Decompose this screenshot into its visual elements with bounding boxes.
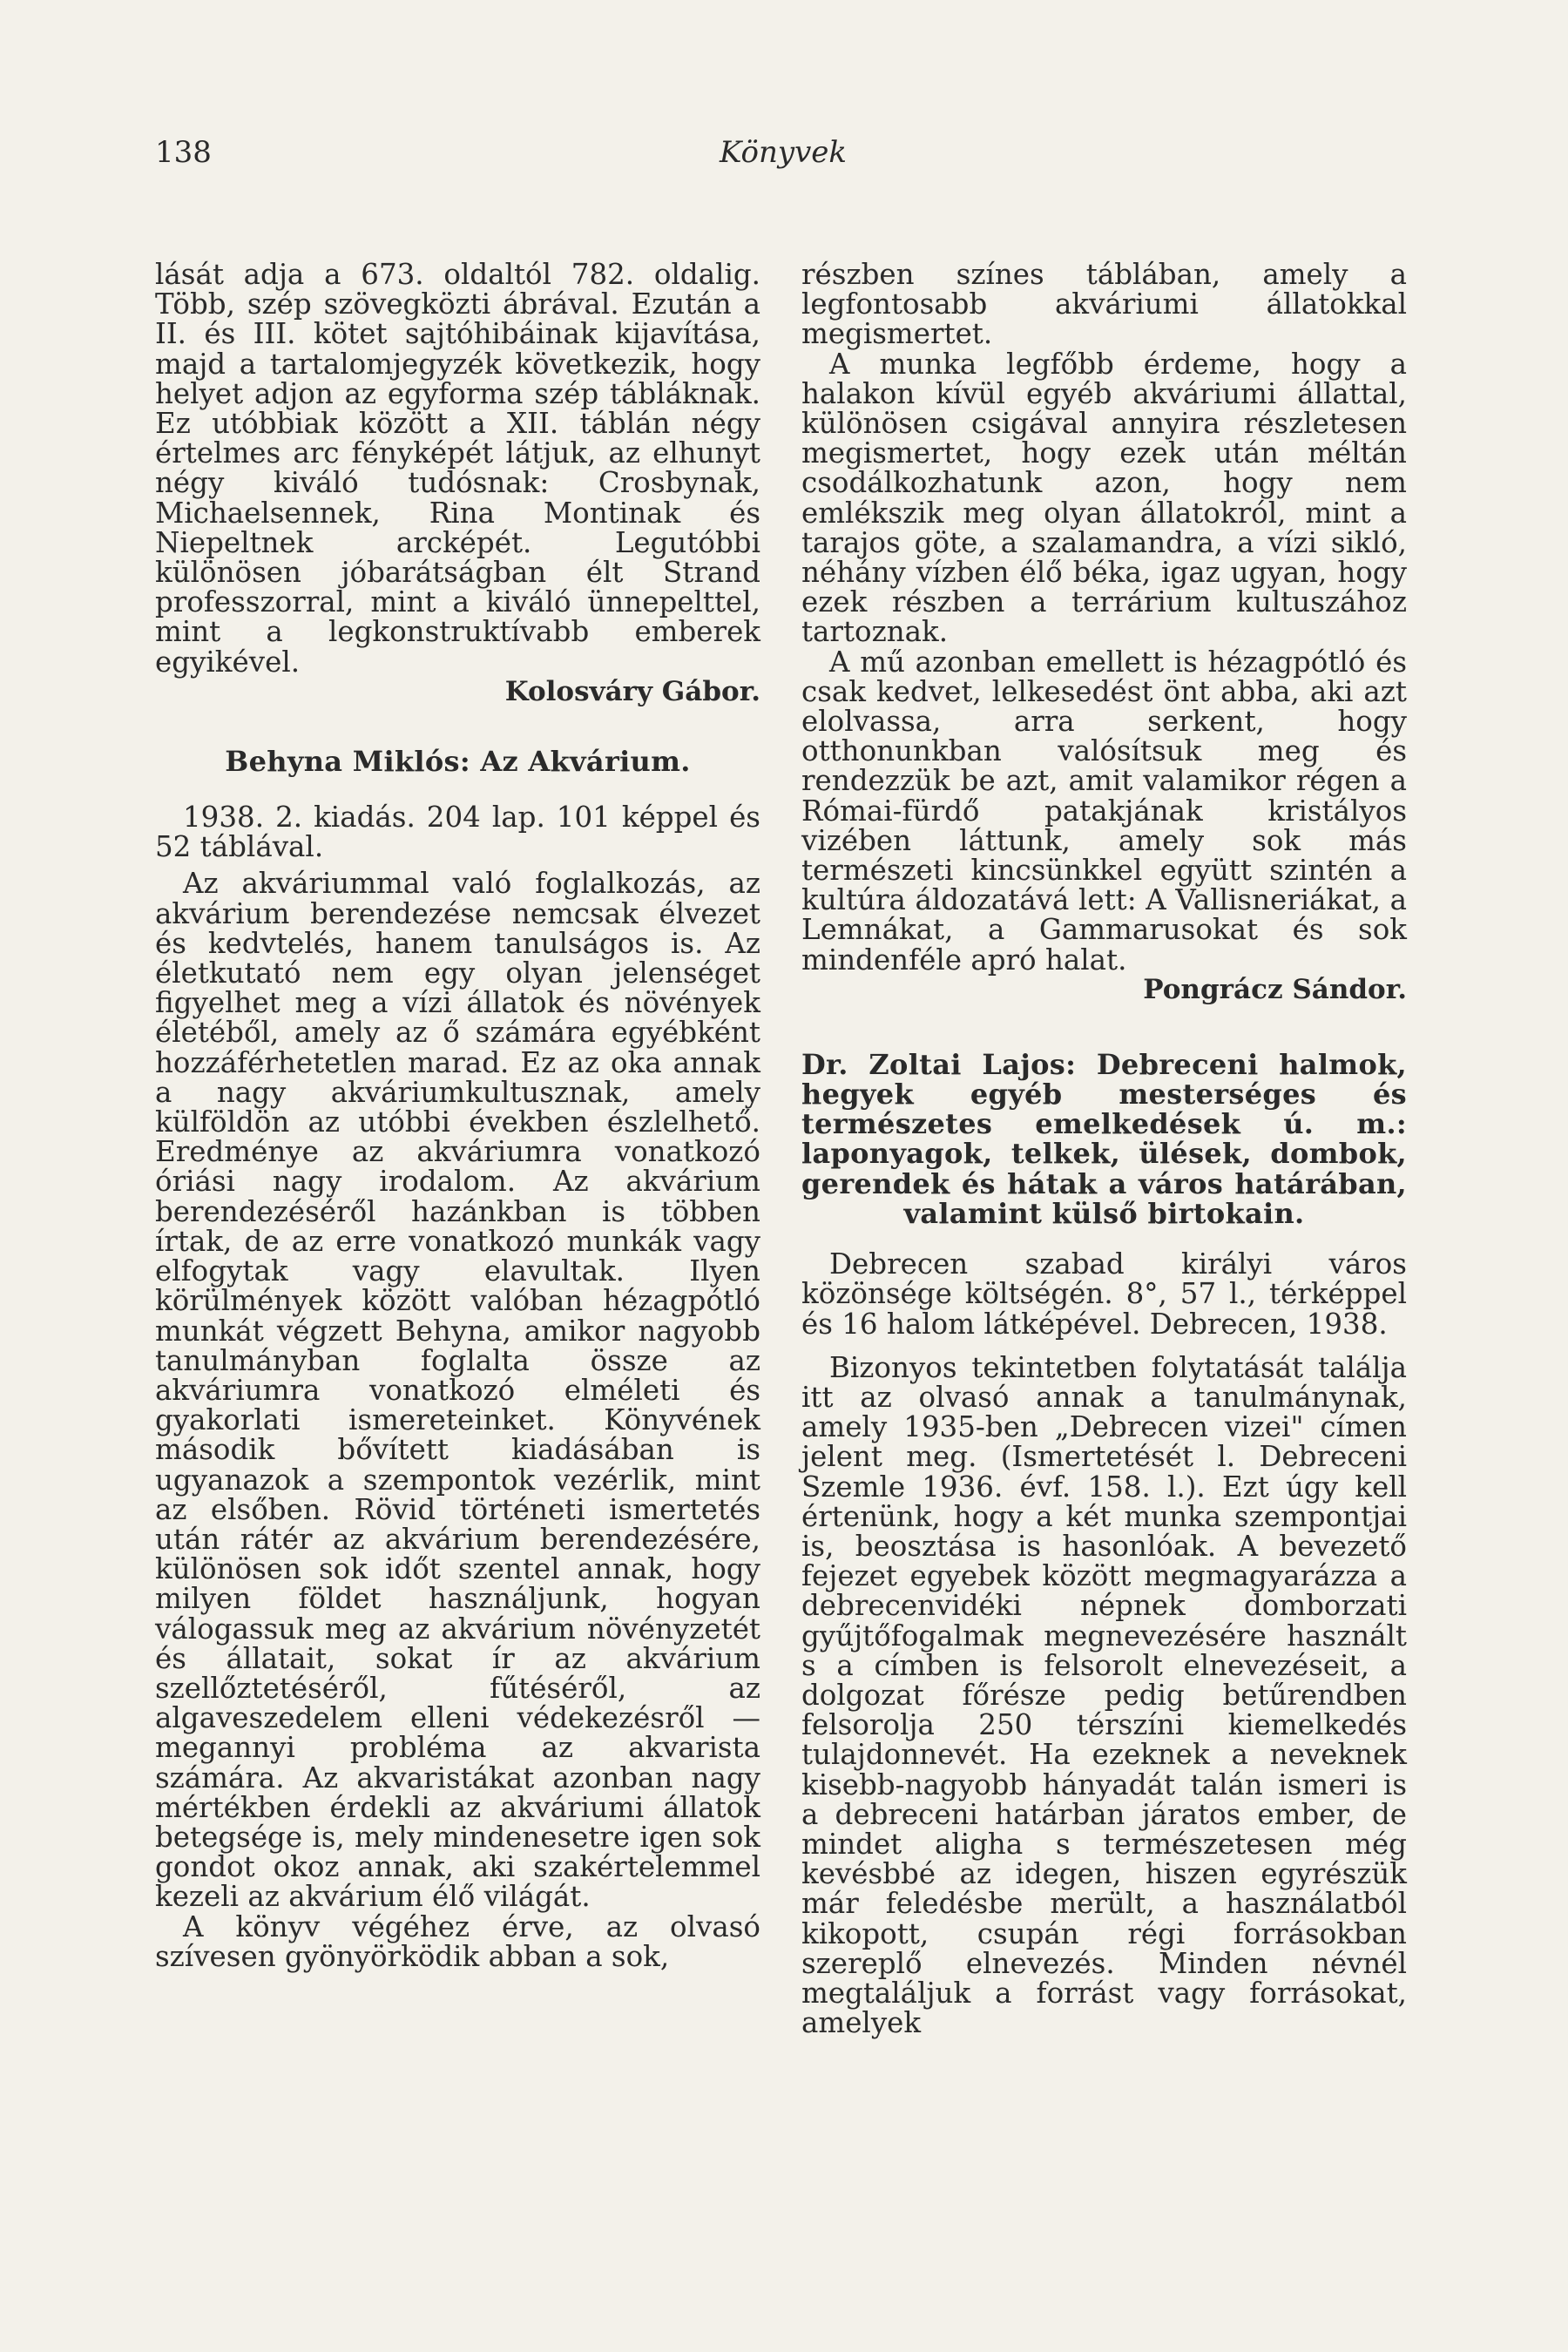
continued-paragraph: részben színes táblában, amely a legfontosabb akváriumi állatokkal megismertet. (801, 258, 1407, 351)
page-header (155, 135, 1411, 179)
reviewer-signature: Pongrácz Sándor. (1143, 973, 1407, 1005)
review-title: Dr. Zoltai Lajos: Debreceni halmok, hegyek egyéb mesterséges és természetes emelkedések ú. m.: laponyagok, telkek, ülések, dombok, gerendek és hátak a város határában, valamint külső birtokain. (801, 1047, 1407, 1230)
review-paragraph: Bizonyos tekintetben folytatását találja itt az olvasó annak a tanulmánynak, amely 1935-ben „Debrecen vizei" címen jelent meg. (Ismertetését l. Debreceni Szemle 1936. évf. 158. l.). Ezt úgy kell értenünk, hogy a két munka szempontjai is, beosztása is hasonlóak. A bevezető fejezet egyebek között megmagyarázza a debrecenvidéki népnek domborzati gyűjtőfogalmak megnevezésére használt s a címben is felsorolt elnevezéseit, a dolgozat főrésze pedig betűrendben felsorolja 250 térszíni kiemelkedés tulajdonnevét. Ha ezeknek a neveknek kisebb-nagyobb hányadát talán ismeri is a debreceni határban járatos ember, de mindet aligha s természetesen még kevésbbé az idegen, hiszen egyrészük már feledésbe merült, a használatból kikopott, csupán régi forrásokban szereplő elnevezés. Minden névnél megtaláljuk a forrást vagy forrásokat, amelyek (801, 1350, 1407, 2040)
review-title: Behyna Miklós: Az Akvárium. (225, 744, 691, 778)
left-column (155, 260, 760, 1971)
continued-paragraph: lását adja a 673. oldaltól 782. oldalig. Több, szép szövegközti ábrával. Ezután a II. és III. kötet sajtóhibáinak kijavítása, majd a tartalomjegyzék következik, hogy helyet adjon az egyforma szép tábláknak. Ez utóbbiak között a XII. táblán négy értelmes arc fényképét látjuk, az elhunyt négy kiváló tudósnak: Crosbynak, Michaelsennek, Rina Montinak és Niepeltnek arcképét. Legutóbbi különösen jóbarátságban élt Strand professzorral, mint a kiváló ünnepelttel, mint a legkonstruktívabb emberek egyikével. (155, 258, 760, 679)
bibliographic-details: Debrecen szabad királyi város közönsége költségén. 8°, 57 l., térképpel és 16 halom látképével. Debrecen, 1938. (801, 1247, 1407, 1341)
review-paragraph: Az akváriummal való foglalkozás, az akvárium berendezése nemcsak élvezet és kedvtelés, hanem tanulságos is. Az életkutató nem egy olyan jelenséget figyelhet meg a vízi állatok és növények életéből, amely az ő számára egyébként hozzáférhetetlen marad. Ez az oka annak a nagy akváriumkultusznak, amely külföldön az utóbbi években észlelhető. Eredménye az akváriumra vonatkozó óriási nagy irodalom. Az akvárium berendezéséről hazánkban is többen írtak, de az erre vonatkozó munkák vagy elfogytak vagy elavultak. Ilyen körülmények között valóban hézagpótló munkát végzett Behyna, amikor nagyobb tanulmányban foglalta össze az akváriumra vonatkozó elméleti és gyakorlati ismereteinket. Könyvének második bővített kiadásában is ugyanazok a szempontok vezérlik, mint az elsőben. Rövid történeti ismertetés után rátér az akvárium berendezésére, különösen sok időt szentel annak, hogy milyen földet használjunk, hogyan válogassuk meg az akvárium növényzetét és állatait, sokat ír az akvárium szellőztetéséről, fűtéséről, az algaveszedelem elleni védekezésről — megannyi probléma az akvarista számára. Az akvaristákat azonban nagy mértékben érdekli az akváriumi állatok betegsége is, mely mindenesetre igen sok gondot okoz annak, aki szakértelemmel kezeli az akvárium élő világát. (155, 867, 760, 1914)
running-head: Könyvek (720, 135, 847, 170)
reviewer-signature: Kolosváry Gábor. (504, 675, 760, 707)
review-paragraph: A könyv végéhez érve, az olvasó szívesen gyönyörködik abban a sok, (155, 1909, 760, 1973)
bibliographic-details: 1938. 2. kiadás. 204 lap. 101 képpel és 52 táblával. (155, 801, 760, 864)
page-number: 138 (155, 135, 212, 170)
review-paragraph: A munka legfőbb érdeme, hogy a halakon kívül egyéb akváriumi állattal, különösen csigával annyira részletesen megismertet, hogy ezek után méltán csodálkozhatunk azon, hogy nem emlékszik meg olyan állatokról, mint a tarajos göte, a szalamandra, a vízi sikló, néhány vízben élő béka, igaz ugyan, hogy ezek részben a terrárium kultuszához tartoznak. (801, 347, 1407, 649)
review-paragraph: A mű azonban emellett is hézagpótló és csak kedvet, lelkesedést önt abba, aki azt elolvassa, arra serkent, hogy otthonunkban valósítsuk meg és rendezzük be azt, amit valamikor régen a Római-fürdő patakjának kristályos vizében láttunk, amely sok más természeti kincsünkkel együtt szintén a kultúra áldozatává lett: A Vallisneriákat, a Lemnákat, a Gammarusokat és sok mindenféle apró halat. (801, 645, 1407, 977)
right-column (801, 260, 1407, 2038)
